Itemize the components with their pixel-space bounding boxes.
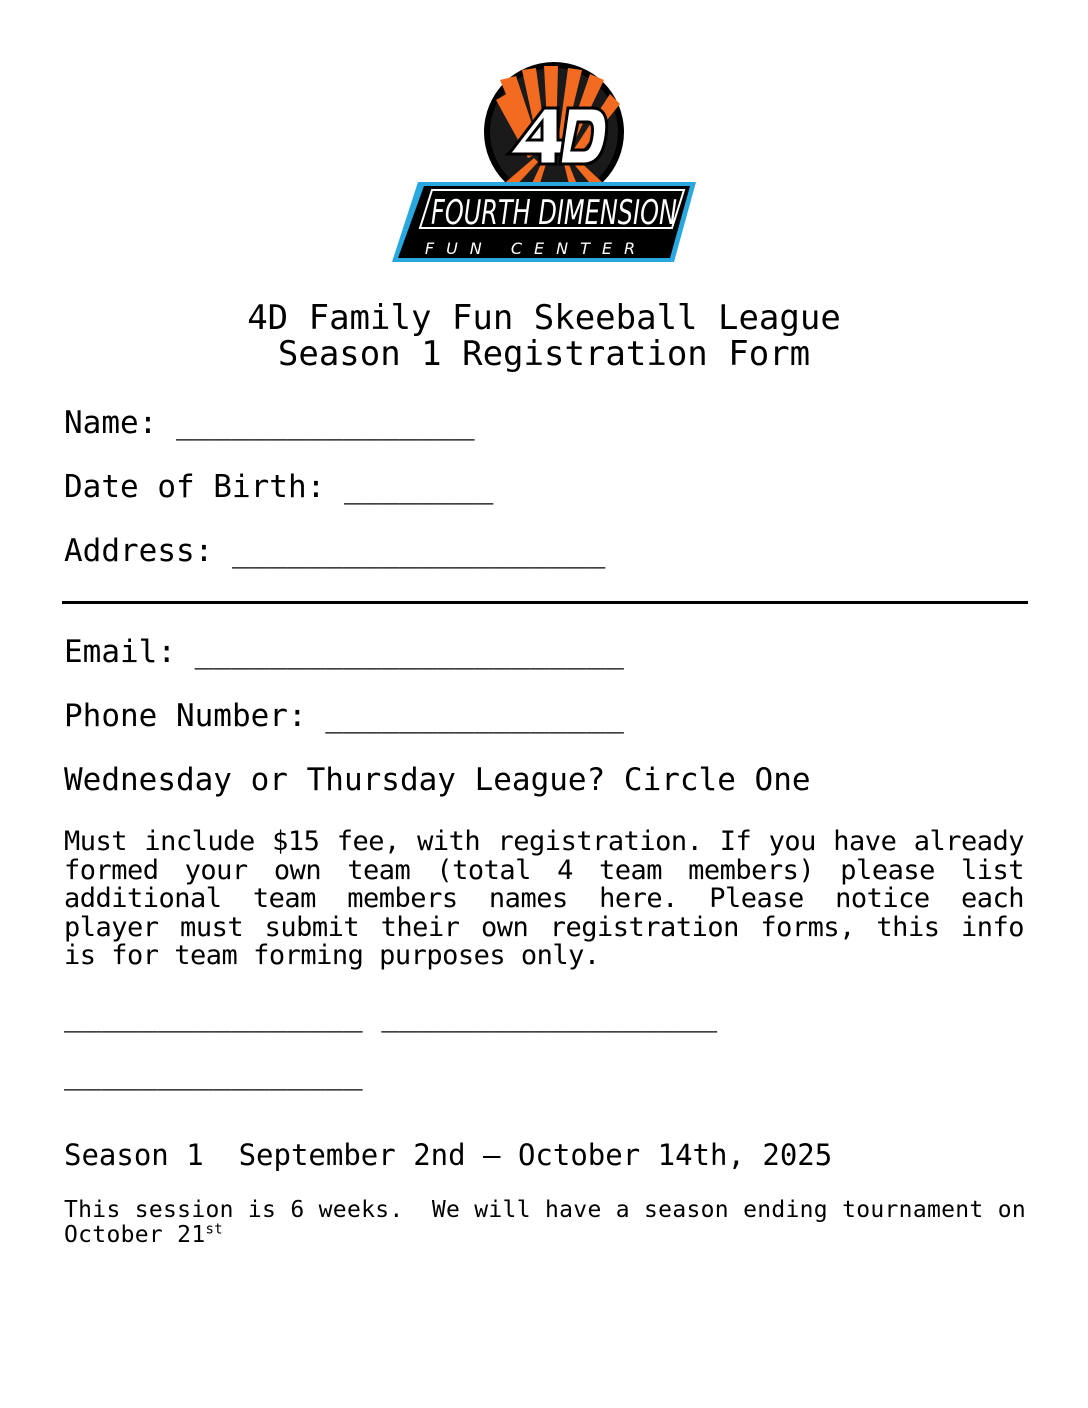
name-field[interactable]: Name: ________________ <box>64 405 475 441</box>
email-field[interactable]: Email: _______________________ <box>64 634 624 670</box>
session-text: This session is 6 weeks. We will have a season ending tournament on October 21 <box>64 1197 1041 1248</box>
league-choice-prompt[interactable]: Wednesday or Thursday League? Circle One <box>64 762 811 798</box>
address-field[interactable]: Address: ____________________ <box>64 533 606 569</box>
logo-tagline: FUN CENTER <box>424 239 648 258</box>
session-info <box>64 1197 1041 1248</box>
logo-name: FOURTH DIMENSION <box>431 193 677 233</box>
form-title-line1: 4D Family Fun Skeeball League <box>247 298 841 338</box>
season-dates: Season 1 September 2nd – October 14th, 2025 <box>64 1138 833 1172</box>
fourth-dimension-logo <box>388 62 700 268</box>
team-instructions: Must include $15 fee, with registration. If you have already formed your own team (total 4 team members) please list additional team members names here. Please notice each player must submit their own registration forms, this info is for team forming purposes only. <box>64 826 1024 971</box>
ordinal-suffix: st <box>205 1221 223 1238</box>
date-of-birth-field[interactable]: Date of Birth: ________ <box>64 469 494 505</box>
address-continuation-line[interactable] <box>62 601 1028 604</box>
phone-number-field[interactable]: Phone Number: ________________ <box>64 698 624 734</box>
team-member-line-1[interactable]: ________________ __________________ <box>64 997 718 1033</box>
form-title-line2: Season 1 Registration Form <box>277 334 811 374</box>
team-member-line-2[interactable]: ________________ <box>64 1055 363 1091</box>
